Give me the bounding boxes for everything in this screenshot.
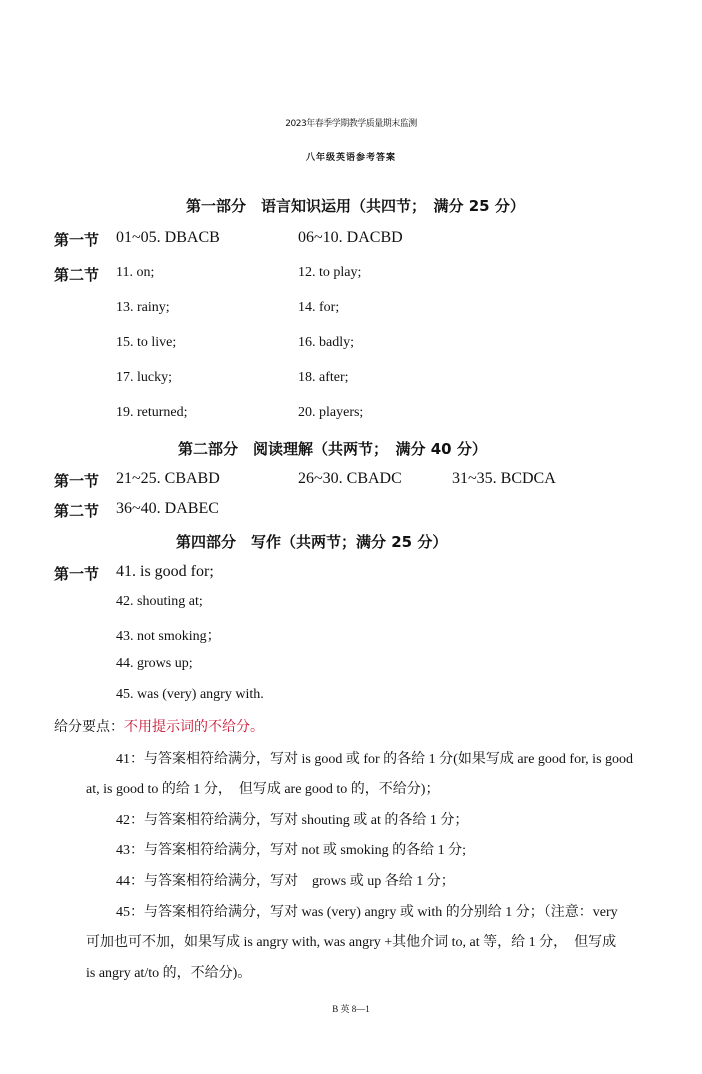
answer-item: 13. rainy; [116, 300, 170, 315]
answer-item: 12. to play; [298, 265, 362, 280]
scoring-note-43: 43：与答案相符给满分，写对 not 或 smoking 的各给 1 分; [116, 843, 467, 858]
part1-heading: 第一部分 语言知识运用（共四节； 满分 25 分） [186, 197, 525, 215]
scoring-label: 给分要点： [54, 720, 124, 735]
answer-1-5: 01~05. DBACB [116, 229, 220, 246]
answer-26-30: 26~30. CBADC [298, 470, 402, 487]
answer-item: 11. on; [116, 265, 155, 280]
answer-item: 16. badly; [298, 335, 354, 350]
scoring-line [54, 716, 264, 736]
page-footer: B 英 8—1 [332, 1004, 370, 1014]
answer-item: 19. returned; [116, 405, 188, 420]
part1-sec2-label: 第二节 [54, 266, 100, 284]
doc-title: 2023年春季学期教学质量期末监测 [285, 119, 417, 129]
scoring-note-45: 45：与答案相符给满分，写对 was (very) angry 或 with 的分别给 1 分；（注意：very [116, 905, 618, 920]
scoring-note-45-cont: 可加也可不加，如果写成 is angry with, was angry +其他介词 to, at 等，给 1 分， 但写成 [86, 935, 617, 950]
answer-item: 41. is good for; [116, 563, 214, 580]
part4-sec1-label: 第一节 [54, 565, 100, 583]
answer-item: 18. after; [298, 370, 349, 385]
scoring-note-41-cont: at, is good to 的给 1 分， 但写成 are good to 的，不给分)； [86, 782, 440, 797]
answer-item: 15. to live; [116, 335, 177, 350]
answer-31-35: 31~35. BCDCA [452, 470, 556, 487]
answer-item: 43. not smoking； [116, 629, 221, 644]
part2-sec1-label: 第一节 [54, 472, 100, 490]
answer-item: 14. for; [298, 300, 340, 315]
answer-item: 20. players; [298, 405, 364, 420]
scoring-warning: 不用提示词的不给分。 [124, 720, 264, 735]
answer-item: 44. grows up; [116, 656, 193, 671]
answer-item: 45. was (very) angry with. [116, 687, 264, 702]
scoring-note-42: 42：与答案相符给满分，写对 shouting 或 at 的各给 1 分； [116, 813, 469, 828]
part2-sec2-label: 第二节 [54, 502, 100, 520]
answer-item: 17. lucky; [116, 370, 172, 385]
part4-heading: 第四部分 写作（共两节；满分 25 分） [176, 533, 448, 551]
part1-sec1-label: 第一节 [54, 231, 100, 249]
answer-item: 42. shouting at; [116, 594, 203, 609]
part2-heading: 第二部分 阅读理解（共两节； 满分 40 分） [178, 440, 487, 458]
answer-36-40: 36~40. DABEC [116, 500, 219, 517]
scoring-note-45-end: is angry at/to 的，不给分)。 [86, 966, 252, 981]
answer-6-10: 06~10. DACBD [298, 229, 403, 246]
doc-subtitle: 八年级英语参考答案 [305, 153, 396, 163]
answer-21-25: 21~25. CBABD [116, 470, 220, 487]
scoring-note-41: 41：与答案相符给满分，写对 is good 或 for 的各给 1 分(如果写成 are good for, is good [116, 752, 634, 767]
scoring-note-44: 44：与答案相符给满分，写对 grows 或 up 各给 1 分； [116, 874, 455, 889]
